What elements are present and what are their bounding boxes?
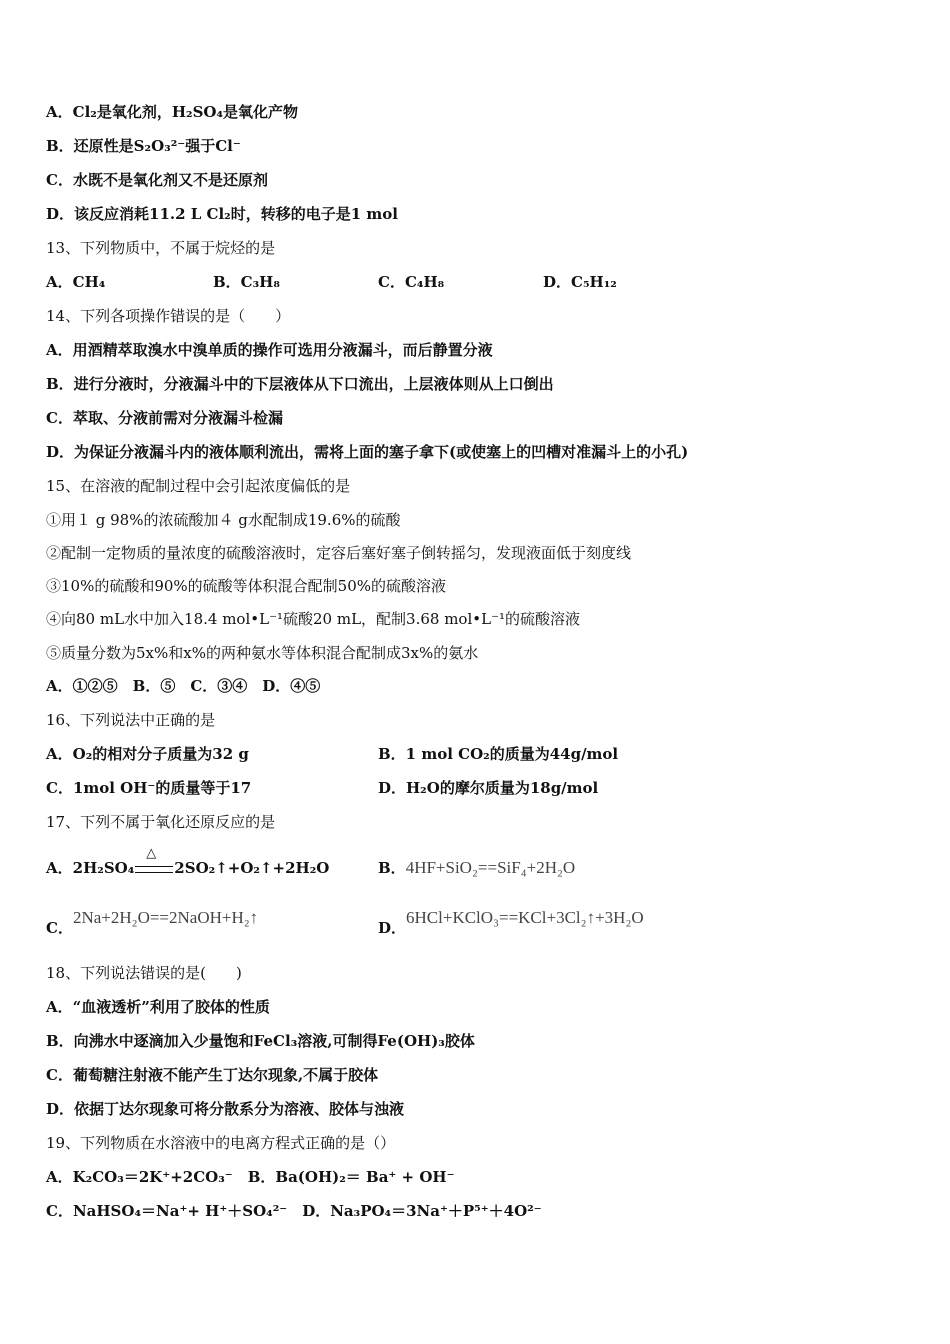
q18-option-b: B．向沸水中逐滴加入少量饱和FeCl₃溶液,可制得Fe(OH)₃胶体 <box>46 1032 475 1050</box>
q15-item-5: ⑤质量分数为5x%和x%的两种氨水等体积混合配制成3x%的氨水 <box>46 644 479 662</box>
q16-option-d: D．H₂O的摩尔质量为18g/mol <box>378 779 599 797</box>
q15-item-2: ②配制一定物质的量浓度的硫酸溶液时，定容后塞好塞子倒转摇匀，发现液面低于刻度线 <box>46 544 632 562</box>
heat-condition-symbol: △ <box>146 846 157 861</box>
q15-item-4: ④向80 mL水中加入18.4 mol•L⁻¹硫酸20 mL，配制3.68 mol•L⁻¹的硫酸溶液 <box>46 610 580 628</box>
q17-option-b-equation: 4HF+SiO₂==SiF₄+2H₂O <box>405 858 576 877</box>
q14-option-b: B．进行分液时，分液漏斗中的下层液体从下口流出，上层液体则从上口倒出 <box>46 375 554 393</box>
q18-stem: 18、下列说法错误的是( ) <box>46 964 242 982</box>
q17-option-d-label: D． <box>378 919 407 937</box>
q15-item-3: ③10%的硫酸和90%的硫酸等体积混合配制50%的硫酸溶液 <box>46 577 447 595</box>
q17-stem: 17、下列不属于氧化还原反应的是 <box>46 813 276 831</box>
q18-option-d: D．依据丁达尔现象可将分散系分为溶液、胶体与浊液 <box>46 1100 405 1118</box>
q12-option-b: B．还原性是S₂O₃²⁻强于Cl⁻ <box>46 137 241 155</box>
q13-stem: 13、下列物质中，不属于烷烃的是 <box>46 239 276 257</box>
q17-option-b-label: B． <box>378 859 406 877</box>
q19-options-ab: A．K₂CO₃＝2K⁺+2CO₃⁻ B．Ba(OH)₂＝ Ba⁺ + OH⁻ <box>46 1168 455 1186</box>
q17-option-a-product: 2SO₂↑+O₂↑+2H₂O <box>174 859 330 877</box>
q15-item-1: ①用１ g 98%的浓硫酸加４ g水配制成19.6%的硫酸 <box>46 511 401 529</box>
q13-option-b: B．C₃H₈ <box>213 273 280 291</box>
q16-option-b: B．1 mol CO₂的质量为44g/mol <box>378 745 619 763</box>
q12-option-d: D．该反应消耗11.2 L Cl₂时，转移的电子是1 mol <box>46 205 398 223</box>
q12-option-c: C．水既不是氧化剂又不是还原剂 <box>46 171 268 189</box>
q17-option-b <box>378 858 575 878</box>
q14-stem: 14、下列各项操作错误的是（ ） <box>46 307 291 325</box>
q13-option-d: D．C₅H₁₂ <box>543 273 617 291</box>
q13-option-a: A．CH₄ <box>46 273 106 291</box>
q15-stem: 15、在溶液的配制过程中会引起浓度偏低的是 <box>46 477 351 495</box>
q16-stem: 16、下列说法中正确的是 <box>46 711 216 729</box>
q17-option-d-equation: 6HCl+KClO₃==KCl+3Cl₂↑+3H₂O <box>406 908 644 927</box>
q16-option-a: A．O₂的相对分子质量为32 g <box>46 745 249 763</box>
q19-stem: 19、下列物质在水溶液中的电离方程式正确的是（） <box>46 1134 396 1152</box>
q15-options: A．①②⑤ B．⑤ C．③④ D．④⑤ <box>46 677 321 695</box>
q17-option-c <box>46 908 259 937</box>
q18-option-a: A．“血液透析”利用了胶体的性质 <box>46 998 270 1016</box>
q17-option-d <box>378 908 644 937</box>
q13-option-c: C．C₄H₈ <box>378 273 445 291</box>
q14-option-a: A．用酒精萃取溴水中溴单质的操作可选用分液漏斗，而后静置分液 <box>46 341 493 359</box>
q17-option-a <box>46 846 330 878</box>
q17-option-a-label: A． <box>46 859 73 877</box>
q14-option-d: D．为保证分液漏斗内的液体顺利流出，需将上面的塞子拿下(或使塞上的凹槽对准漏斗上的小孔) <box>46 443 689 461</box>
q17-option-c-equation: 2Na+2H₂O==2NaOH+H₂↑ <box>72 908 259 927</box>
q19-options-cd: C．NaHSO₄＝Na⁺+ H⁺＋SO₄²⁻ D．Na₃PO₄＝3Na⁺＋P⁵⁺＋4O²⁻ <box>46 1202 542 1220</box>
equal-sign-double-line <box>135 866 173 873</box>
q18-option-c: C．葡萄糖注射液不能产生丁达尔现象,不属于胶体 <box>46 1066 379 1084</box>
q17-option-c-label: C． <box>46 919 73 937</box>
q17-option-a-reactant: 2H₂SO₄ <box>72 859 135 877</box>
q14-option-c: C．萃取、分液前需对分液漏斗检漏 <box>46 409 283 427</box>
q16-option-c: C．1mol OH⁻的质量等于17 <box>46 779 252 797</box>
q12-option-a: A．Cl₂是氧化剂，H₂SO₄是氧化产物 <box>46 103 299 121</box>
